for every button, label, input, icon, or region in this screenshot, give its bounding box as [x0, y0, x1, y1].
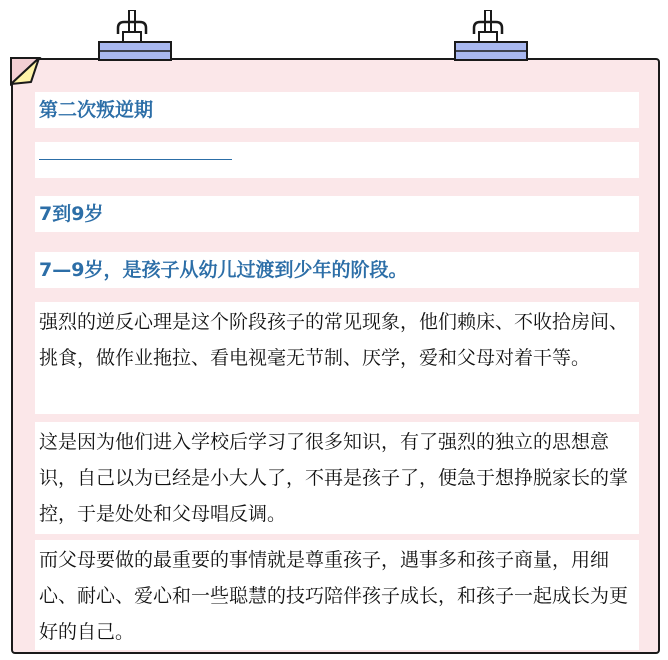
paragraph-3: 而父母要做的最重要的事情就是尊重孩子，遇事多和孩子商量，用细心、耐心、爱心和一些聪慧的技巧陪伴孩子成长，和孩子一起成长为更好的自己。 — [35, 540, 639, 650]
binder-clip-icon — [451, 10, 531, 68]
stage-subtitle: 7—9岁，是孩子从幼儿过渡到少年的阶段。 — [35, 252, 639, 288]
heading-divider — [39, 159, 232, 160]
section-heading: 第二次叛逆期 — [35, 92, 639, 128]
paragraph-1: 强烈的逆反心理是这个阶段孩子的常见现象，他们赖床、不收拾房间、挑食，做作业拖拉、看电视毫无节制、厌学，爱和父母对着干等。 — [35, 302, 639, 414]
page-fold-icon — [9, 56, 49, 88]
paragraph-2: 这是因为他们进入学校后学习了很多知识，有了强烈的独立的思想意识，自己以为已经是小大人了，不再是孩子了，便急于想挣脱家长的掌控，于是处处和父母唱反调。 — [35, 422, 639, 534]
age-range-label: 7到9岁 — [35, 196, 639, 232]
divider-strip — [35, 142, 639, 178]
binder-clip-icon — [95, 10, 175, 68]
